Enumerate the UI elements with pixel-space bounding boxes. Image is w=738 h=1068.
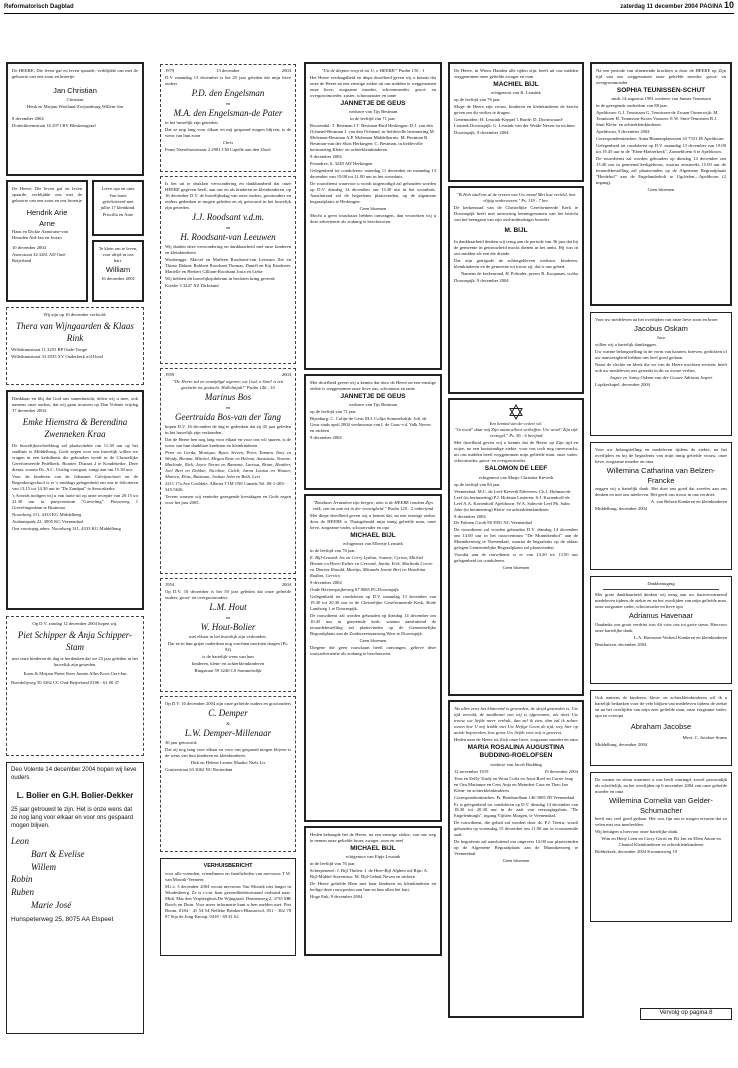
ad-text-2: Er is gelegenheid tot condoleren op D.V. dinsdag 14 december van 18.30 tot 20.30 uur in de zaal van verzorgingshuis "De Engelenburgh", ingang Vijftien Morgen, te Veenendaal. — [454, 801, 578, 819]
couple-names: Emke Hiemstra & Berendina Zwenneken Kraa — [22, 416, 128, 439]
notice-title: Dankbetuiging — [647, 581, 675, 586]
ad-text-4: Naast de slechte en bleek die we van de Heere mochten ervaren, heeft ook uw medeleven ons gesterkt in dit zo zware verlies. — [595, 361, 727, 373]
no-flowers: Geen bloemen — [502, 565, 530, 571]
date-row — [165, 582, 291, 588]
ad-text-2: Wij duiden deze verwondering en dankbaarheid met onze kinderen en kleinkinderen — [165, 244, 291, 256]
ad-address: 2211 17a Ave Coaldale, Alberta T1M 1N8 Canada Tel. 00-1-403-345-5626 — [165, 480, 286, 492]
deceased-subtitle: echtgenoot van Elbertje Leusink — [343, 541, 403, 547]
year-to: 2004 — [281, 582, 291, 587]
ad-text-4: is de hartelijk wens van hun — [202, 654, 254, 660]
children-list: Koen & Mirjam Pieter Kees Jannie Alles Koos Gert-Jan — [23, 671, 127, 677]
ad-address: Postadres: 6, 3249 AW Herkingen — [310, 161, 373, 167]
relatives-list: Apeldoorn: G.J. Teunissen G. Teunissen-de Zwaan Oosterwijk: M. Teunissen H. Teunissen-Kroes Vaassen: E.W. Smit-Teunissen B.J. Smit Klein- en achterkleinkinderen — [596, 110, 719, 128]
ad-date: Hoge Enk, 9 december 2004 — [310, 894, 363, 900]
relatives-list: Roosendal: T. Bestman I.T. Bestman-Bird Herkingen: D.J. van den Ochtend-Bestman J. van den Ochtend, in liefdevolle herinnering M. Molenaar-Bestman A.P. Molenaar Middelharnis: M. Bestman R. Bestman-van der Sluis Herkingen: C. Bestman, in liefdevolle herinnering Klein- en achterkleinkinderen — [310, 123, 435, 153]
ad-address: Willeikmnstraat 11 3255 BP Oude-Tonge — [11, 347, 87, 353]
ad-signature: Namens de kerkenraad, H. Polinder, preses R. Koopman, scriba — [460, 271, 578, 277]
ad-text-3: Tevens wensen wij eenieder gezegende kerstdagen en Gods zegen voor het jaar 2005. — [165, 493, 291, 505]
ad-signature: Mevr. C. Jacobse-Sturm — [682, 734, 727, 740]
ad-text: De kerkenraad van de Christelijke Gereformeerde Kerk te Doornspijk heeft met ontroering kennisgenomen van het bericht van het heengaan van zijn oud-ambtsdrager broeder — [454, 204, 578, 222]
name-wife: H. Roodsant-van Leeuwen — [180, 231, 276, 242]
ad-text-2: Moge de Heere zijn vrouw, kinderen en kleinkinderen de kracht geven om dit verlies te dragen. — [454, 104, 578, 116]
deceased-name: Abraham Jacobse — [630, 721, 692, 731]
continued-on-page-link[interactable]: Vervolg op pagina 8 — [640, 1008, 732, 1020]
ad-address: Middelburg, december 2004 — [595, 506, 648, 512]
ad-intro: Op D.V. zondag 12 december 2004 hopen wij, — [32, 621, 118, 626]
notice-title: VERHUISBERICHT — [203, 863, 253, 869]
ad-text-2: Gelegenheid tot condoleren op D.V. maandag 13 december van 19.30 tot 20.30 uur in de Christelijke Gereformeerde Kerk, Rode Landweg 1 te Doornspijk. — [310, 594, 436, 611]
thanks-ad-van-gelder — [590, 772, 732, 922]
ad-text-3: De rouwdienst zal worden gehouden op dinsdag 14 december om 13.40 uur in genoemd kerkgebouw, waarna omstreeks 15.00 uur de teraardebestelling zal plaatsvinden op de Algemene Begraafplaats "Heidehof" aan de Engelanderholt te Ugchelen—Apeldoorn (2 ingang). — [596, 156, 726, 185]
ad-address: Asterstraat 34 3261 AD Oud-Beijerland — [12, 252, 67, 264]
ad-date: Doornspijk, 9 december 2004 — [454, 130, 509, 136]
ad-text-3: Wij betuigen u hiervoor onze hartelijke dank. — [595, 829, 679, 835]
name-wife: Geertruida Bos-van der Tang — [175, 411, 281, 422]
deceased-name: Willemina Cornelia van Gelder-Schumacher — [609, 795, 713, 815]
ad-intro: De HEERE, Die leven gaf en leven spaarde, verblijdde ons met de geboorte van een zoon en broertje — [12, 68, 138, 79]
name-husband: Marinus Bos — [204, 391, 252, 402]
bible-quote: "Uit de diepten roep ik tot U, o HEERE!" Psalm 130 : 1 — [321, 68, 425, 73]
ad-address: De Palmen Groth 90 3901 NC Veenendaal — [454, 520, 532, 526]
child-nickname: Christian — [66, 96, 84, 102]
ad-address: Oude Haviersprijkeweg 67 8065 PG Doornspijk — [310, 587, 399, 593]
ad-date: 9 december 2004 — [454, 513, 486, 519]
ad-date: 16 december 2001 — [101, 275, 135, 281]
ad-signature: Jasper en Janny Oskam-van der Gouwe Adriaan Jasper — [609, 374, 713, 380]
ad-text: 25 jaar getrouwd te zijn. Het is onze wens dat ze nog lang voor elkaar en voor ons gespaard mogen blijven. — [11, 806, 134, 829]
ad-text-3: De rouwdienst waarvoor u wordt uitgenodigd zal gehouden worden op D.V. dinsdag 14 december om 13.30 uur in het woonhuis. Aansluitend zal de begrafenis plaatsvinden, op de algemene begraafplaats te Herkingen. — [310, 180, 436, 204]
relatives-list: Teus en EeDy Trudy en Wout Colia en Joost Roel en Corrie Jaap en Oza Marianne en Cees Anja en Meindert Cora en Theo Jan Klein- en achterkleinkinderen — [454, 775, 573, 793]
death-ad-de-geus-2 — [304, 374, 442, 490]
ad-text: Voor uw belangstelling en medeleven tijdens de ziekte, na het overlijden en bij de begrafenis van mijn innig geliefde vrouw, onze lieve, zorgzame moeder en oma — [595, 447, 727, 464]
relatives-list: Genemuiden: H. Leusink-Keppel 't Harde: D. Doornwaard-Leusink Doornspijk: G. Leusink-van der Weide Neven en nichten — [454, 117, 575, 129]
conjunction: en — [225, 224, 231, 230]
child-name: Jan Christian — [53, 85, 97, 95]
star-of-david-icon — [508, 404, 524, 420]
conjunction: en — [225, 404, 231, 410]
death-ad-bijl — [304, 494, 442, 822]
ad-date: 9 december 2004 — [310, 154, 342, 160]
deceased-age: op de leeftijd van 84 jaar. — [454, 481, 501, 487]
deceased-name: M. BIJL — [504, 226, 528, 234]
ad-text-3: Wij hebben dit huwelijksjubileum in besloten kring gevierd. — [165, 276, 276, 282]
death-ad-de-geus — [304, 62, 442, 370]
signature-willem: Willem — [31, 861, 56, 872]
thanks-ad-havenaar — [590, 576, 732, 684]
ad-text-2: Gelegenheid tot condoleren op D.V. maandag 13 december van 19.00 tot 19.45 uur in de "Eben-Haëzerkerk", Zonnebloem 6 te Apeldoorn. — [596, 143, 726, 155]
deceased-subtitle: sinds 14 augustus 1981 weduwe van Jannes Teunissen — [611, 96, 711, 102]
ad-address: Benthuizen, december 2004 — [595, 641, 647, 647]
no-flowers: Geen bloemen — [359, 205, 387, 211]
year-from: 1959 — [165, 372, 175, 377]
ad-text-2: 30 jaar getrouwd. — [165, 740, 198, 746]
ad-text: Met grote dankbaarheid denken wij terug aan uw hartverwarmend medeleven tijdens de ziekte en na het overlijden van mijn geliefde man, onze zorgzame vader, schoonvader en lieve opa — [595, 591, 727, 609]
name-wife: M.A. den Engelsman-de Pater — [173, 107, 283, 118]
deceased-age: op de leeftijd van 76 jaar. — [454, 97, 501, 103]
ad-body-2: Voor de kinderen van de Johannes Calvijnschool en de Regenboogschool is er 's middags gelegenheid om ons te feliciteren van 13.15 tot 14.30 uur in "De Zandput" te Serooskerke. — [12, 474, 138, 492]
deceased-subtitle: echtgenoot van Eipje Leusink — [345, 854, 401, 860]
ad-signature: Wim en Hetty Leen en Corry Gerrit en Els Jan en Ellen Anton en Chantal Kleinkinderen en achterkleinkinderen — [601, 836, 721, 848]
ad-intro: Wij zijn op 10 december verloofd. — [43, 312, 107, 317]
deceased-nickname: Jaco — [656, 334, 666, 340]
ad-address: Lopikerkapel, december 2004 — [595, 381, 650, 387]
signature-robin: Robin — [11, 874, 33, 885]
anniversary-ad-demper — [160, 696, 296, 852]
ad-text-4: Diegene die geen rouwkaart heeft ontvangen, gelieve deze rouwadvertentie als zodanig te beschouwen. — [310, 644, 436, 656]
ad-signature: Chris — [222, 140, 234, 146]
child-name: William — [105, 264, 131, 274]
name-wife: W. Hout-Bolier — [200, 621, 256, 632]
life-dates — [454, 769, 578, 775]
relatives-list: Scherpenzeel: J. Bijl Tholen: J. de Heer-Bijl Alphen a/d Rijn: A. Bijl-Middel Stavenisse: M. Bijl-Gehuk Neven en nichten — [310, 868, 429, 880]
birth-ad-hendrik-arie — [6, 180, 88, 302]
moving-notice-ad — [160, 858, 296, 956]
date-row — [165, 68, 291, 74]
deceased-age: in de leeftijd van 71 jaar. — [350, 116, 396, 122]
divider — [603, 589, 719, 590]
ad-text-3: De rouwdienst zal worden gehouden op dinsdag 14 december om 10.45 uur in genoemde kerk, waarna aansluitend de teraardebestelling zal plaatsvinden op de Gemeentelijke Begraafplaats aan de Zuiderzeestraatweg West te Doornspijk. — [310, 612, 436, 636]
deceased-subtitle: weduwe van Jacob Budding — [490, 761, 542, 767]
ad-text-4: De begrafenis zal aansluitend om ongeveer 12.00 uur plaatsvinden op de Algemene Begraafplaats aan de Munnikenweg te Veenendaal. — [454, 839, 578, 857]
ad-address-2: Atalantapark 22, 3905 KG Veenendaal — [12, 518, 83, 524]
deceased-subtitle: echtgenoot van K. Leusink — [491, 90, 541, 96]
anniversary-ad-hout — [160, 578, 296, 692]
deceased-name: JANNETJE DE GEUS — [340, 99, 406, 107]
death-ad-teunissen — [590, 62, 732, 306]
ad-body-3: 's Avonds nodigen wij u van harte uit op onze receptie van 20.15 tot 21.30 uur in partycentrum "Greveling", Bouwweg 1 Grevelingenlaan te Bruinisse. — [12, 493, 138, 510]
memorial-ad-william — [92, 240, 144, 302]
ad-signature: kinderen, klein- en achterkleinkinderen — [191, 661, 265, 667]
name-husband: P.D. den Engelsman — [191, 87, 265, 98]
engagement-ad — [6, 307, 144, 385]
anniversary-ad-schipper — [6, 616, 144, 756]
ad-intro: De Heere, Die leven gaf en leven spaarde, verblijdde ons met de geboorte van een zoon en ons broertje — [12, 186, 82, 203]
couple-names: Piet Schipper & Anja Schipper-Stam — [17, 629, 133, 652]
conjunction: en — [225, 100, 231, 106]
no-flowers: Geen bloemen — [359, 637, 387, 643]
death-ad-de-leef — [448, 398, 584, 696]
ad-address: Kreeke 3 3247 XZ Dirksland — [165, 283, 219, 288]
date: 13 december — [216, 68, 240, 73]
ad-address-2: Willeikmnstraat 33 2935 XV Ouderkerk a/d IJssel — [11, 354, 104, 360]
ad-intro: Deo Volente 14 december 2004 hopen wij lieve ouders — [11, 767, 137, 781]
child-name: Hendrik Arie — [26, 207, 68, 217]
wedding-ad-hiemstra — [6, 390, 144, 610]
ad-text-2: Gelegenheid tot condoleren: zaterdag 11 december en maandag 13 december van 19.00 tot 21.00 uur in het woonhuis. — [310, 168, 436, 179]
ad-text: met onze kinderen de dag te herdenken dat we 25 jaar geleden in het huwelijk zijn getreden. — [12, 656, 138, 668]
ad-text: Te klein om te leven, voor altijd in ons hart. — [98, 246, 138, 263]
deceased-subtitle: weduwe van Tijs Bestman — [348, 402, 398, 408]
deceased-subtitle: weduwe van Tijs Bestman — [348, 109, 398, 115]
ad-address: Grutterstraat 63 3062 NC Rotterdam — [165, 767, 233, 773]
deceased-age: op de leeftijd van 71 jaar. — [310, 409, 357, 415]
bible-quote: "Ik Heb sind'ens al de vrezen van Uw mond Met lust verteld, hen vlijtig onderwezen." Ps. 119 : 7 ber. — [456, 192, 576, 203]
relatives-list: Bijzaburg: C. Colijn-de Geus M.J. Colijn Sommelsdijk: Joh. de Geus sinds april 2004 weduwnaar van I. de Geus-v.d. Valk Neven en nichten — [310, 416, 431, 434]
anniversary-ad-den-engelsman — [160, 64, 296, 172]
deceased-name: SOPHIA TEUNISSEN-SCHUT — [616, 86, 706, 94]
ad-date: 9 december 2004 — [310, 435, 342, 441]
ad-text: D.V. maandag 13 december is het 25 jaar geleden dat mijn lieve ouders — [165, 74, 291, 86]
deceased-name: JANNETJE DE GEUS — [340, 392, 406, 400]
death-date: 19 december 2004 — [544, 768, 578, 774]
conjunction: en — [225, 614, 231, 620]
ad-intro: Lieve opa en oma — [101, 186, 135, 191]
ad-address: Frans Naerebtoutstraat 2 2981 CM Capelle aan den IJssel — [165, 147, 271, 153]
ad-text: Op D.V. 16 december 2004 zijn onze geliefde ouders en grootouders — [165, 701, 291, 706]
ad-text: Het Heere verdaagdheid en diepe droefheid geven wij u kennis dat onze de Heere na een ernstige ziekte uit ons midden te weggenomen onze lieve, zorgzame moeder, schoonmoeder, groot- en overgrootmoeder, zuster, schoonzuster en tante — [310, 74, 436, 98]
poem: Als alles eens het klaterend is geworden, de strijd gestreden is. Uw tijd vervuld, de zandkrant van wij is afgenomen, als niets Uw trouw, uw liefde meer verhult, dan zal ik zien, dan zal ik zalaer weten hoe U mij leidde met Uw Hefige Geest de tijd, wey hier op aarde hopwerken. hoe groot Uw liefde voor mij is geweest. — [454, 706, 578, 735]
ad-text-2: heeft ons veel goed gedaan. Het was fijn om te mogen ervaren dat zo velen met ons meeleefden. — [595, 816, 727, 828]
death-ad-bijl-2 — [304, 826, 442, 956]
ad-address: Ridderkerk, december 2004 Krommeweg 19 — [595, 849, 678, 855]
ad-date: Doornspijk, 9 december 2004 — [454, 278, 509, 284]
relatives-list: E. Bijl-Leusink Jos en Corry Lydian, Joanne, Cyrina, Michiel Hennie en Henri Esther en Gerrard, Janita, Erik, Marlinda Corrie en Dineme Ronald, Martijn, Miranda Jennie Bert en Hendrina Rudian, Gerrico — [310, 555, 433, 579]
parents: Hans en Dickie Aamoutse-van Heusden Ard-Jan en Jorian — [12, 229, 69, 241]
deceased-subtitle: echtgenoot van Maaje Christina Kieveth — [478, 474, 554, 480]
bible-quote: "Ronduon Jeruzalem zijn bergen; alzo is de HEERE rondom Zijn volk, van nu aan tot in der eeuwigheid." Psalm 125 : 2 onberijmd — [312, 500, 434, 511]
deceased-age: in de gezegende ouderdom van 88 jaar. — [596, 103, 668, 109]
anniversary-ad-roodsant — [160, 176, 296, 364]
ad-date: 10 december 2004 — [12, 245, 46, 251]
paper-name: Reformatorisch Dagblad — [4, 4, 74, 11]
deceased-name: Willemina Catharina van Belzen-Francke — [606, 465, 716, 485]
ad-text-3: Dat zijn getrignde de achtergebleven weduwe, kinderen, kleinkinderen en de gemeente tot troost zij, dat is ons gebed. — [454, 258, 578, 270]
ad-text: Op D.V. 16 december is het 50 jaar geleden dat onze geliefde ouders, groot- en overgrootouders — [165, 588, 291, 600]
thanks-ad-van-belzen — [590, 442, 732, 570]
name-husband: J.J. Roodsant v.d.m. — [191, 211, 265, 222]
ad-text-2: met elkaar in het huwelijk zijn verbonden. — [189, 634, 267, 640]
ad-address: Correspondentieadres: Anna Blamanplantsoen 33 7331 JE Apeldoorn — [596, 136, 724, 142]
thanks-ad-jacobse — [590, 690, 732, 766]
ad-text: Van harte gefeliciteerd met jullie 17 kleinkind. — [100, 192, 136, 210]
ad-date: Apeldoorn, 9 december 2004 — [596, 129, 650, 135]
year-from: 1979 — [165, 68, 175, 73]
ad-signature: A. van Belzen Kinderen en kleinkinderen — [650, 499, 727, 505]
ad-text-3: Dat ze in hun grijze ouderdom nog vruchten mochten dragen (Ps. 92) — [167, 641, 289, 653]
ad-text: voor alle vrienden, vriendinnen en familieleden van mevrouw T.W. van Mourik-Vermeer. — [165, 871, 291, 883]
ad-text: Voor uw medeleven na het overlijden van onze lieve zoon en broer — [595, 317, 718, 322]
child-nickname: Arne — [39, 218, 55, 228]
ad-text-4: Mocht u geen rouwkaart hebben ontvangen, dan verzoeken wij u deze advertentie als zodanig te beschouwen. — [310, 212, 436, 224]
signature-bart: Bart & Evelise — [31, 849, 85, 860]
death-ad-machiel-bijl — [448, 62, 584, 182]
name-husband: L.M. Hout — [209, 601, 247, 612]
ad-text-2: M.i.v. 3 december 2004 woont mevrouw Van Mourik niet langer in Windesheerg. Ze is i.v.m. haar gezondheidstoestand verhuisd naar: Midt. Mar den Verpleeghuis De Wijngaard, Dennenweg 2, 3735 MR Bosch en Duin. Voor meer informatie kunt u hen melden met: Piet Boom, 0184 - 41 54 54 Nelleke Brinkers-Blaauwwil, 051 - 362 78 97 Stja de Jong-Knoop, 0418 - 69 41 62 — [165, 884, 291, 919]
ad-text: Met droefheid geven wij u kennis dat door de Heere na een ernstige ziekte is weggenomen onze lieve zus, schoonzus en tante — [310, 380, 436, 391]
ad-text-2: Dat de Heere hen nog lang voor elkaar en voor ons wil sparen, is de wens van hun dankbare kinderen en kleinkinderen — [165, 437, 291, 449]
anniversary-ad-bos — [160, 368, 296, 574]
ad-text: Met droefheid geven wij u kennis dat de Heere op Zijn tijd en wijze, na een kortstondige ziekte, voor ons toch nog onverwacht, uit ons midden heeft weggenomen mijn geliefde man, onze vader, schoonvader, groot- en overgrootvader — [454, 440, 578, 464]
ad-text-2: willen wij u hartelijk danikeggen. — [595, 341, 657, 347]
couple-names: L. Bolier en G.H. Bolier-Dekker — [16, 790, 134, 800]
thanks-ad-oskam — [590, 312, 732, 436]
deceased-age: in de leeftijd van 76 jaar. — [310, 548, 356, 554]
bible-quote: "Ja word" daar mij Zijn naam alloos verheffen. Uw word" Zijn tijd verzegel." Ps. 56 : 6 berijmd — [454, 427, 578, 439]
ad-text: Heden nam de Heere tot Zich onze lieve, zorgzame moeder en oma — [454, 736, 578, 742]
children-list: Dirk en Heleen Leonie Maaike Niels Lis — [190, 760, 266, 766]
signature-marie-jose: Marie José — [31, 899, 72, 910]
bible-quote: "De Heere zal en eenzijdigd regeren; uw God, o Sion! is ten geslacht tot geslacht. Halleluijah!" Psalm 146 : 10 — [172, 378, 284, 390]
ad-address: Boerdelijweg 50 3262 CC Oud-Beijerland 0186 - 61 00 47 — [11, 680, 120, 686]
deceased-name: MACHIEL BIJL — [493, 80, 539, 88]
signature-ruben: Ruben — [11, 887, 34, 898]
ad-text: Ook namens de kinderen, klein- en achterkleinkinderen wil ik u hartelijk bedanken voor de vele blijken van medeleven tijdens de ziekte en na het overlijden van mijn zeer geliefde man, onze zorgzame vader, opa en overopa — [595, 695, 727, 718]
date-row — [165, 372, 291, 378]
page-header — [4, 2, 734, 14]
ad-text: De warme en steun waarmee u ons heeft omringd, zowel persoonlijk als schriftelijk, na het overlijden op 6 november 2004 van onze geliefde moeder en oma — [595, 777, 727, 794]
ad-text-2: De rouwdienst zal worden gehouden D.V. dinsdag 14 december om 14.00 uur in het rouwcentrum "De Munnikenhof" aan de Munnikenweg te Veenendaal, waarna de begrafenis op de aldaar gelegen Gemeentelijke Begraafplaats zal plaatsvinden. — [454, 527, 578, 551]
ad-text-3: De rouwdienst, die gehad zal worden door ds. P.J. Teeuw, wordt gehouden op woensdag 15 december om 11.00 uur in voornoemde zaal. — [454, 820, 578, 838]
year-to: 2004 — [281, 372, 291, 377]
ad-address: Correspondentieadres: Pr. Bernhardlaan 146 3905 JD Veenendaal — [454, 794, 575, 800]
no-flowers: Geen bloemen — [647, 186, 675, 192]
conjunction: & — [226, 720, 230, 726]
ad-address: Hunspeterweg 25, 8075 AA Elspeet — [11, 915, 114, 923]
page-number: 10 — [723, 0, 734, 11]
no-flowers: Geen bloemen — [502, 858, 530, 864]
ad-text: Heden behaagde het de Heere, na een ernstige ziekte, van ons weg te nemen onze geliefde broer, zwager, oom en neef — [310, 832, 436, 843]
ad-text: Na een periode van afnemende krachten is door de HEERE op Zijn tijd van ons weggenomen onze geliefde moeder, groot- en overgrootmoeder — [596, 68, 726, 85]
ad-text: Met diepe droefheid geven wij u kennis dat, na een ernstige ziekte, door de HEERE is Thuisgehaald mijn innig geliefde man, onze lieve, zorgzame vader, schoonvader en opa — [310, 512, 436, 530]
deceased-name: Jacobus Oskam — [634, 323, 688, 333]
name-wife: L.W. Demper-Millenaar — [184, 727, 272, 738]
deceased-name: Adrianus Havenaar — [628, 610, 694, 620]
ad-intro: Dankbaar en blij dat God ons samenbracht, delen wij u mee, ook namens onze ouders, dat wij gaan trouwen op Dan Volente vrijdag 17 december 2004. — [12, 396, 138, 413]
relatives-list: Veenendaal: M.C. de Leef-Kieveth Ederveen: Ch.J. Hofman-de Leef (in herinnering) P.J. Hofman Lusteren: S.J. Kortenhoff-de Leef A.A. Kortenhoff Apeldoorn: W.A. Salm-de Leef Ph. Salm Joke (in herinnering) Klein- en achterkleinkinderen — [454, 488, 571, 512]
ad-date: 9 december 2004 — [310, 580, 342, 586]
star-note: Een bemind van der cedere wil. — [489, 421, 543, 426]
ad-text-3: Dat zij nog lang voor elkaar en voor ons gespaard mogen blijven is de wens van hun kinderen en kleinkinderen. — [165, 747, 291, 759]
year-from: 1954 — [165, 582, 175, 587]
ad-text-3: Voordat aan de rouwdienst is er van 13.20 tot 13.50 uur gelegenheid tot condoleren. — [454, 552, 578, 564]
deceased-name: MICHAEL BIJL — [350, 531, 396, 539]
ad-date: 8 december 2004 — [12, 115, 44, 121]
page-date: zaterdag 11 december 2004 — [620, 4, 698, 11]
ad-signature: Priscilla en Arne — [102, 211, 134, 217]
children-list: Peter en Gerda, Monique, Ryan, Steven, Peter, Tamara Tony en Wendy, Brenna, Mitchel, Megan Rene en Helena, Anastasia, Yvonne, Marlinde, Rick, Joyce Neran en Ramona, Larissa, Brian, Heather, Joel Bert en Debbie, Nicoline, Caleb, Jaron Louisa en Wouter, Monica, Elias, Bastiaan, Joshua John en Beth, Levi — [165, 450, 291, 479]
anniversary-ad-bolier — [6, 762, 144, 1034]
ad-text-2: In dankbaarheid denken wij terug aan de periode van 36 jaar dat hij de gemeente in getrouwheid mocht dienen in het ambt. Hij was in ons midden als een die diende. — [454, 239, 578, 257]
ad-address: Ringstraat 59 3240 CS Sommelsdijk — [194, 668, 262, 674]
ad-text-2: Omdanks ons groot verdriet was dit voor ons tot grote steun. Hiervoor onze hartelijke dank. — [595, 621, 727, 633]
ad-text-2: zeggen wij u hartelijk dank. Het doet ons goed dat zoveles aan ons denken en met ons meeleven. Het geeft ons troost in ons verdriet. — [595, 486, 727, 498]
name-husband: C. Demper — [208, 707, 248, 718]
birth-ad-jan-christian — [6, 62, 144, 176]
ad-text: De Heere, in Wiens Handen alle tijden zijn, heeft uit ons midden weggenomen onze geliefde zwager en oom — [454, 68, 578, 79]
ad-address: Middelburg, december 2004 — [595, 741, 648, 747]
ad-signature: L.A. Havenaar-Verheul Kinderen en kleinkinderen — [633, 634, 727, 640]
ad-address: Noordweg 311, 4333 KG Middelburg — [12, 511, 82, 517]
church-council-ad-bijl — [448, 186, 584, 394]
ad-address-3: Ons vooriopig adres: Noordweg 311, 4333 KG Middelburg — [12, 525, 121, 531]
ad-text: hopen D.V. 16 december de dag te gedenken dat zij 45 jaar geleden in het huwelijk zijn verbonden. — [165, 424, 291, 436]
parents: Henk en Mirjam Westland-Zwijnenburg Willem-Jan — [27, 103, 123, 109]
year-to: 2004 — [281, 68, 291, 73]
ad-text: Is het uit te drukken verwondering en dankbaarheid dat onze HEERE gegeven heeft, aan ons en als kinderen en kleinkinderen, op 16 december D.V. de huwelijksdag van onze ouders, grootouders en ouders gedenken te mogen geleden en zij getrouwd in het huwelijk zijn getreden. — [165, 181, 291, 210]
grandparents-wish-ad — [92, 180, 144, 236]
children-list: Woubrugge: Marcel en Marleen Roodsant-van Leersum Ilse en Thimo Didam: Robbert Roodsant Thomas, Daniël en Kaj Kinderen: Marielle en Herbert Gilliam-Roodsant Josta en Lieke — [165, 257, 291, 275]
deceased-name: SALOMON DE LEEF — [484, 465, 548, 473]
deceased-name: MARIA ROSALINA AUGUSTINA BUDDING-ROELOFSEN — [467, 743, 565, 760]
ad-body: De huwelijksvoltrekking zal plaatsvinden om 11.30 uur op het stadhuis te Middelburg. Gods zegen over ons huwelijk willen we vragen in een kerkdienst die gehouden wordt in de Christelijke Gereformeerde Pniëlkerk, Boarter. Dstraat 2 te Koudekerke. Deze dienst, waarin Ds. A.C. Uitslag voorgaat, vangt aan om 15.30 uur. — [12, 443, 138, 473]
ad-text-3: Uw warme belangstelling in de vorm van kaarten, brieven, gedichten of uw aanwezigheid hebben ons heel goed gedaan. — [595, 348, 727, 360]
ad-text-2: in het huwelijk zijn getreden. — [165, 120, 219, 126]
page-label: PAGINA — [699, 4, 723, 11]
page-info — [620, 0, 734, 12]
ad-text-3: Dat ze nog lang voor elkaar en mij gespaard mogen blijven, is de wens van hun zoon — [165, 127, 291, 139]
ad-address: Dotterbloemstraat 16 2971 BV Bleskensgraaf — [12, 122, 96, 128]
deceased-age: in de leeftijd van 76 jaar. — [310, 861, 356, 867]
birth-date: 12 november 1919 — [454, 768, 489, 774]
death-ad-budding — [448, 700, 584, 1018]
couple-names: Thera van Wijngaarden & Klaas Rink — [16, 320, 134, 343]
deceased-name: MICHAEL BIJL — [350, 844, 396, 852]
ad-text-2: De Heere geliefde Hem met haar kinderen en kleinkinderen en heilige deze rouwposten aan hun en hun allen het hart. — [310, 881, 436, 893]
signature-leon: Leon — [11, 836, 29, 847]
